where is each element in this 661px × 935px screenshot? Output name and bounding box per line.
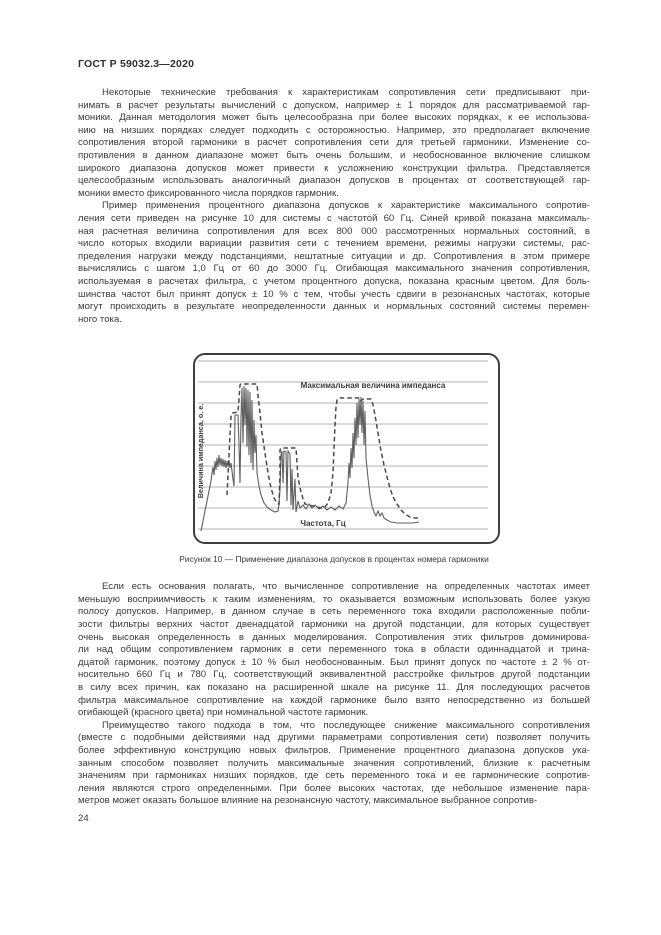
paragraph-1 [78, 87, 590, 200]
text-line: занным способом позволяет получить максимальные значения сопротивлений, близкие к расчетным [78, 757, 590, 769]
text-line: ного тока. [78, 313, 122, 325]
impedance-chart [193, 353, 500, 544]
text-line: используемая в расчетах фильтра, с учетом процентного допуска, показана красным цветом. Для боль- [78, 275, 590, 287]
text-line: число которых входили вариации развития сети с течением времени, режимы нагрузки системы, рас- [78, 238, 590, 250]
text-line: моники вместо фиксированного числа порядков гармоник. [78, 187, 339, 199]
text-line: ления являются строго определенными. При более высоких частотах, где небольшое изменение пара- [78, 782, 590, 794]
text-line: значениям при гармониках низших порядков, где сеть переменного тока и ее гармонические сопротив- [78, 770, 590, 782]
text-line: в силу всех причин, как показано на расширенной шкале на рисунке 11. Для последующих расчетов [78, 682, 590, 694]
figure-caption: Рисунок 10 — Применение диапазона допусков в процентах номера гармоники [179, 554, 489, 565]
text-line: нию на низших порядках следует подходить с осторожностью. Например, это предполагает включение [78, 124, 590, 136]
text-line: (вместе с подобными действиями над другими параметрами сопротивления сети) позволяет получить [78, 732, 590, 744]
text-line: широкого диапазона допусков может привести к усложнению конструкции фильтра. Представляется [78, 162, 590, 174]
text-line: зости фильтры верхних частот двенадцатой гармоники на другой подстанции, для которых существует [78, 619, 590, 631]
text-line: Преимущество такого подхода в том, что последующее снижение максимального сопротивления [102, 719, 590, 731]
text-line: вычислялись с шагом 1,0 Гц от 60 до 3000 Гц. Огибающая максимального значения сопротивления, [78, 263, 590, 275]
text-line: Если есть основания полагать, что вычисленное сопротивление на определенных частотах имеет [102, 581, 590, 593]
text-line: Пример применения процентного диапазона допусков к характеристике максимального сопротив- [102, 200, 590, 212]
text-line: ления сети приведен на рисунке 10 для системы с частотой 60 Гц. Синей кривой показана максималь- [78, 212, 590, 224]
envelope-curve [227, 384, 419, 518]
chart-title: Максимальная величина импеданса [300, 381, 446, 391]
paragraph-4 [78, 720, 590, 808]
x-axis-label: Частота, Гц [300, 519, 346, 529]
text-line: метров может оказать большое влияние на резонансную частоту, максимальное выбранное сопротив- [78, 795, 538, 807]
text-line: меньшую восприимчивость к таким изменениям, то оказывается возможным использовать более узкую [78, 593, 590, 605]
text-line: Некоторые технические требования к характеристикам сопротивления сети предписывают при- [102, 87, 590, 98]
text-line: фильтра максимальное сопротивление на каждой гармонике было взято непосредственно из большей [78, 694, 590, 706]
y-axis-label: Величина импеданса, о. е. [196, 404, 205, 499]
text-line: полосу допусков. Например, в данном случае в сеть переменного тока входили расположенные побли- [78, 606, 590, 618]
paragraph-2 [78, 200, 590, 326]
page-number: 24 [78, 812, 89, 824]
text-line: очень высокая определенность в данных моделирования. Сопротивления этих фильтров доминирова- [78, 631, 590, 643]
impedance-chart-svg [195, 355, 498, 542]
text-line: пределения нагрузки между подстанциями, нештатные ситуации и др. Сопротивления в этом примере [78, 250, 590, 262]
text-line: носительно 660 Гц и 780 Гц, соответствующий эквивалентной расстройке фильтров другой подстанции [78, 669, 590, 681]
text-line: ная расчетная величина сопротивления для всех 800 000 рассмотренных нормальных состояний, в [78, 225, 590, 237]
text-line: более эффективную конструкцию новых фильтров. Применение процентного диапазона допусков ука- [78, 745, 590, 756]
text-line: сопротивления второй гармоники в расчет сопротивления сети для третьей гармоники. Изменение со- [78, 137, 590, 149]
figure-10 [78, 353, 590, 544]
text-line: огибающей (красного цвета) при номинальной частоте гармоник. [78, 707, 369, 719]
text-line: целесообразным использовать аналогичный диапазон допусков в процентах от соответствующей гар- [78, 175, 590, 187]
text-line: ли над общим сопротивлением гармоник в сети переменного тока в области одиннадцатой и трина- [78, 644, 590, 656]
computed-impedance-curve [201, 386, 419, 531]
text-line: шинства частот был принят допуск ± 10 % с тем, чтобы учесть сдвиги в резонансных частотах, которые [78, 288, 590, 300]
text-line: моники. Данная методология может быть целесообразна при более высоких порядках, к ее использова- [78, 112, 590, 124]
document-header: ГОСТ Р 59032.3—2020 [78, 58, 195, 70]
text-line: нимать в расчет результаты вычислений с допуском, например ± 1 порядок для рассматриваемой гар- [78, 99, 590, 111]
text-line: дцатой гармоник, поэтому допуск ± 10 % был необоснованным. Был принят допуск по частоте ± 2 % от- [78, 656, 590, 668]
text-line: противления в данном диапазоне может быть очень большим, и необоснованное включение слишком [78, 149, 590, 161]
paragraph-3 [78, 581, 590, 720]
text-line: могут происходить в результате неопределенности данных и нормальных состояний системы перемен- [78, 301, 590, 313]
